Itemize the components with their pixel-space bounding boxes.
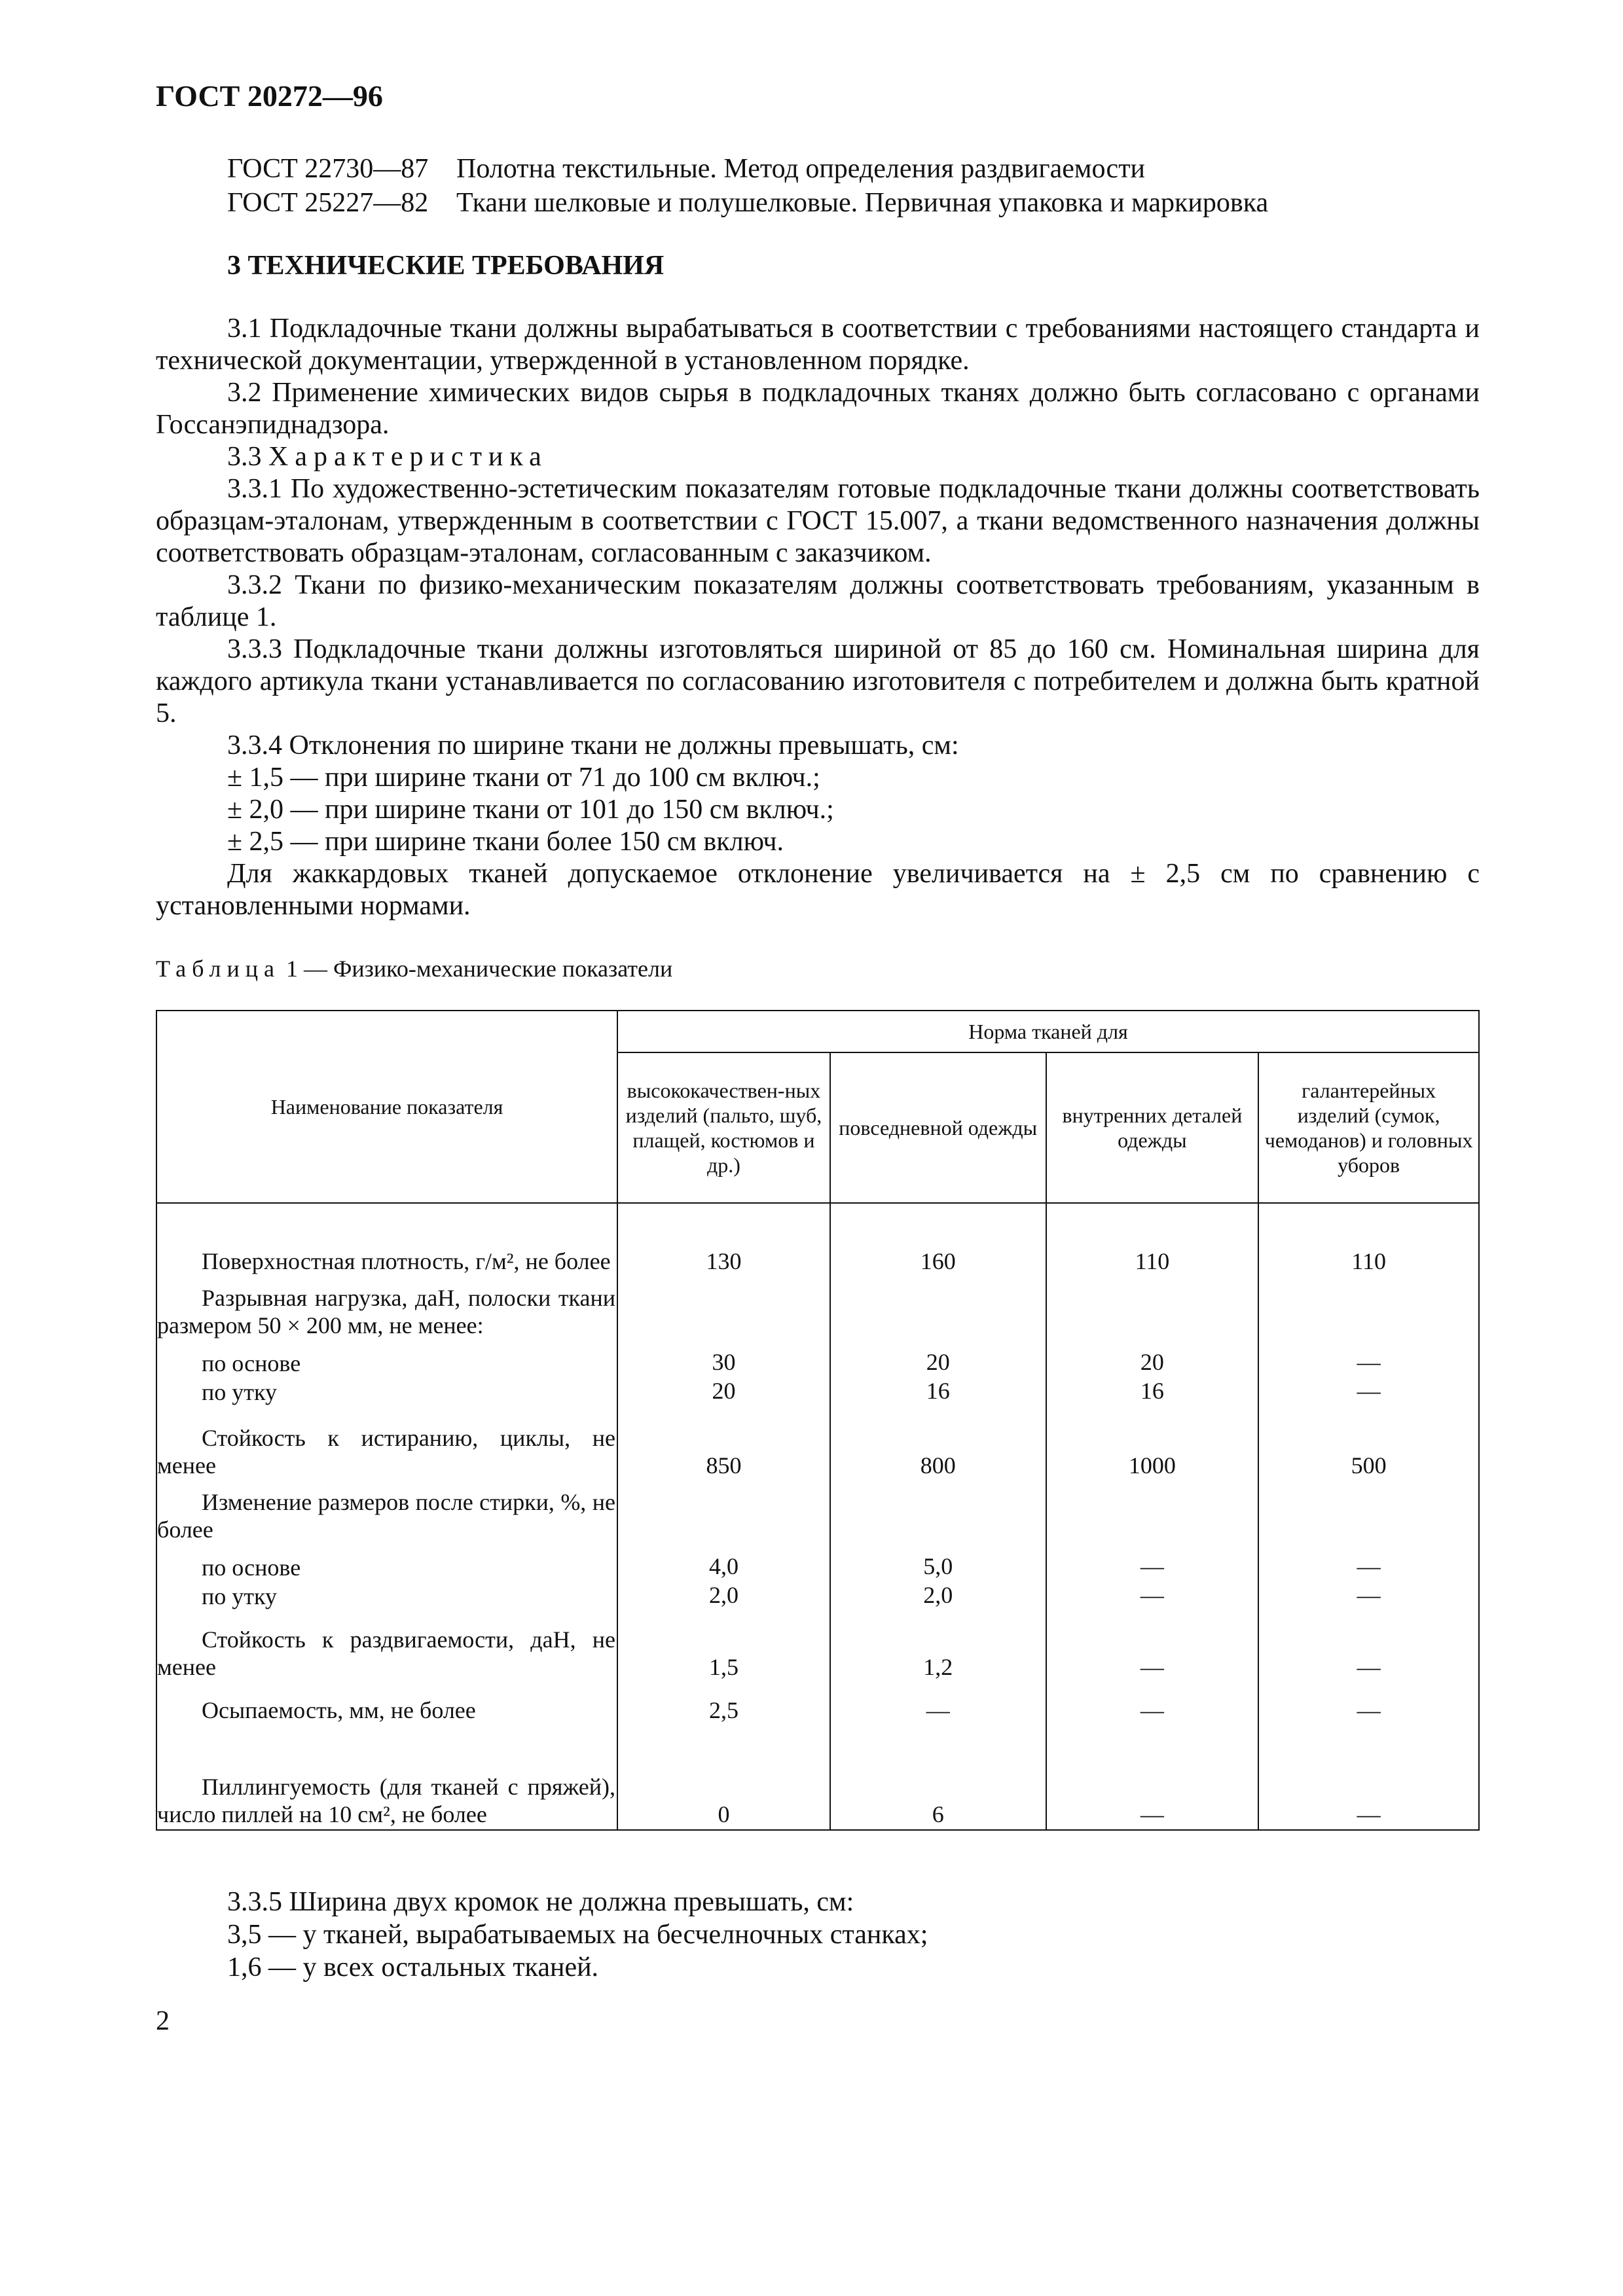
edge-item: 1,6 — у всех остальных тканей. xyxy=(227,1952,599,1982)
reference-code: ГОСТ 22730—87 xyxy=(227,154,429,184)
header-col-inner: внутренних деталей одежды xyxy=(1046,1052,1259,1203)
reference-item xyxy=(227,152,1268,186)
value-cell: — xyxy=(1258,1340,1479,1377)
header-indicator-name: Наименование показателя xyxy=(156,1011,617,1203)
value-cell: 130 xyxy=(617,1203,830,1276)
row-name: Разрывная нагрузка, даН, полоски ткани размером 50 × 200 мм, не менее: xyxy=(156,1276,617,1340)
edge-item: 3,5 — у тканей, вырабатываемых на бесчелночных станках; xyxy=(227,1920,928,1950)
value-cell: — xyxy=(1258,1682,1479,1725)
page-number: 2 xyxy=(156,2006,170,2036)
table-row xyxy=(156,1581,1479,1610)
header-col-everyday: повседневной одежды xyxy=(830,1052,1046,1203)
paragraph-3-3 xyxy=(156,441,1480,473)
clause-number: 3.3 xyxy=(227,442,262,472)
value-cell: 110 xyxy=(1258,1203,1479,1276)
table-row xyxy=(156,1340,1479,1377)
row-name: Изменение размеров после стирки, %, не более xyxy=(156,1480,617,1545)
reference-title: Ткани шелковые и полушелковые. Первичная упаковка и маркировка xyxy=(456,188,1269,218)
paragraph-3-1: 3.1 Подкладочные ткани должны вырабатываться в соответствии с требованиями настоящего стандарта и технической документации, утвержденной в установленном порядке. xyxy=(156,314,1480,376)
header-col-haberdashery: галантерейных изделий (сумок, чемоданов) и головных уборов xyxy=(1258,1052,1479,1203)
row-name: Стойкость к истиранию, циклы, не менее xyxy=(156,1406,617,1480)
paragraph-3-3-4: 3.3.4 Отклонения по ширине ткани не должны превышать, см: xyxy=(227,730,959,761)
value-cell: 6 xyxy=(830,1725,1046,1830)
value-cell: 20 xyxy=(617,1377,830,1406)
jacquard-note: Для жаккардовых тканей допускаемое отклонение увеличивается на ± 2,5 см по сравнению с установленными нормами. xyxy=(156,859,1480,921)
value-cell: 1000 xyxy=(1046,1406,1259,1480)
deviation-item: ± 1,5 — при ширине ткани от 71 до 100 см включ.; xyxy=(227,762,820,793)
deviation-item: ± 2,0 — при ширине ткани от 101 до 150 см включ.; xyxy=(227,795,834,825)
value-cell: 500 xyxy=(1258,1406,1479,1480)
value-cell: 2,0 xyxy=(617,1581,830,1610)
table-caption-label: Таблица xyxy=(156,956,280,982)
reference-code: ГОСТ 25227—82 xyxy=(227,188,429,218)
value-cell: 160 xyxy=(830,1203,1046,1276)
table-caption-title: 1 — Физико-механические показатели xyxy=(285,956,673,982)
value-cell: — xyxy=(1258,1545,1479,1581)
reference-item xyxy=(227,186,1268,220)
paragraph-3-2: 3.2 Применение химических видов сырья в подкладочных тканях должно быть согласовано с органами Госсанэпиднадзора. xyxy=(156,378,1480,440)
value-cell: 800 xyxy=(830,1406,1046,1480)
references-list xyxy=(227,152,1268,220)
value-cell: — xyxy=(1046,1545,1259,1581)
value-cell: — xyxy=(1258,1725,1479,1830)
table-row xyxy=(156,1545,1479,1581)
deviation-item: ± 2,5 — при ширине ткани более 150 см включ. xyxy=(227,827,784,857)
section-body xyxy=(156,313,1480,922)
value-cell: 5,0 xyxy=(830,1545,1046,1581)
value-cell: — xyxy=(1046,1725,1259,1830)
table-row xyxy=(156,1276,1479,1340)
value-cell: — xyxy=(1046,1682,1259,1725)
header-norm-group: Норма тканей для xyxy=(617,1011,1479,1052)
value-cell: — xyxy=(1258,1581,1479,1610)
value-cell: — xyxy=(1258,1377,1479,1406)
table-row xyxy=(156,1480,1479,1545)
paragraph-3-3-5: 3.3.5 Ширина двух кромок не должна превышать, см: xyxy=(227,1887,854,1917)
value-cell: — xyxy=(1258,1610,1479,1682)
value-cell: 2,5 xyxy=(617,1682,830,1725)
table-caption xyxy=(156,954,672,983)
clause-title: Характеристика xyxy=(268,442,548,472)
value-cell: 1,2 xyxy=(830,1610,1046,1682)
document-code: ГОСТ 20272—96 xyxy=(156,79,383,113)
value-cell: 16 xyxy=(1046,1377,1259,1406)
value-cell: 20 xyxy=(1046,1340,1259,1377)
reference-title: Полотна текстильные. Метод определения раздвигаемости xyxy=(456,154,1146,184)
table-row xyxy=(156,1406,1479,1480)
value-cell: 16 xyxy=(830,1377,1046,1406)
section-heading: 3 ТЕХНИЧЕСКИЕ ТРЕБОВАНИЯ xyxy=(227,251,665,281)
table-row xyxy=(156,1203,1479,1276)
value-cell: 20 xyxy=(830,1340,1046,1377)
value-cell: 30 xyxy=(617,1340,830,1377)
specs-table xyxy=(156,1010,1480,1831)
value-cell: — xyxy=(1046,1610,1259,1682)
edge-width-section xyxy=(156,1886,928,1984)
value-cell: 1,5 xyxy=(617,1610,830,1682)
row-subname: по основе xyxy=(156,1545,617,1581)
row-name: Стойкость к раздвигаемости, даН, не менее xyxy=(156,1610,617,1682)
value-cell: 110 xyxy=(1046,1203,1259,1276)
table-row xyxy=(156,1725,1479,1830)
value-cell: — xyxy=(1046,1581,1259,1610)
row-name: Поверхностная плотность, г/м², не более xyxy=(156,1203,617,1276)
row-name: Осыпаемость, мм, не более xyxy=(156,1682,617,1725)
table-row xyxy=(156,1682,1479,1725)
table-row xyxy=(156,1377,1479,1406)
value-cell: — xyxy=(830,1682,1046,1725)
row-name: Пиллингуемость (для тканей с пряжей), число пиллей на 10 см², не более xyxy=(156,1725,617,1830)
paragraph-3-3-2: 3.3.2 Ткани по физико-механическим показателям должны соответствовать требованиям, указанным в таблице 1. xyxy=(156,570,1480,632)
table-row xyxy=(156,1610,1479,1682)
value-cell: 0 xyxy=(617,1725,830,1830)
value-cell: 2,0 xyxy=(830,1581,1046,1610)
row-subname: по утку xyxy=(156,1377,617,1406)
row-subname: по основе xyxy=(156,1340,617,1377)
value-cell: 850 xyxy=(617,1406,830,1480)
paragraph-3-3-3: 3.3.3 Подкладочные ткани должны изготовляться шириной от 85 до 160 см. Номинальная ширина для каждого артикула ткани устанавливается по согласованию изготовителя с потребителем и должна быть кратной 5. xyxy=(156,634,1480,728)
paragraph-3-3-1: 3.3.1 По художественно-эстетическим показателям готовые подкладочные ткани должны соответствовать образцам-эталонам, утвержденным в соответствии с ГОСТ 15.007, а ткани ведомственного назначения должны соответствовать образцам-эталонам, согласованным с заказчиком. xyxy=(156,474,1480,568)
header-col-premium: высококачествен-ных изделий (пальто, шуб, плащей, костюмов и др.) xyxy=(617,1052,830,1203)
value-cell: 4,0 xyxy=(617,1545,830,1581)
row-subname: по утку xyxy=(156,1581,617,1610)
